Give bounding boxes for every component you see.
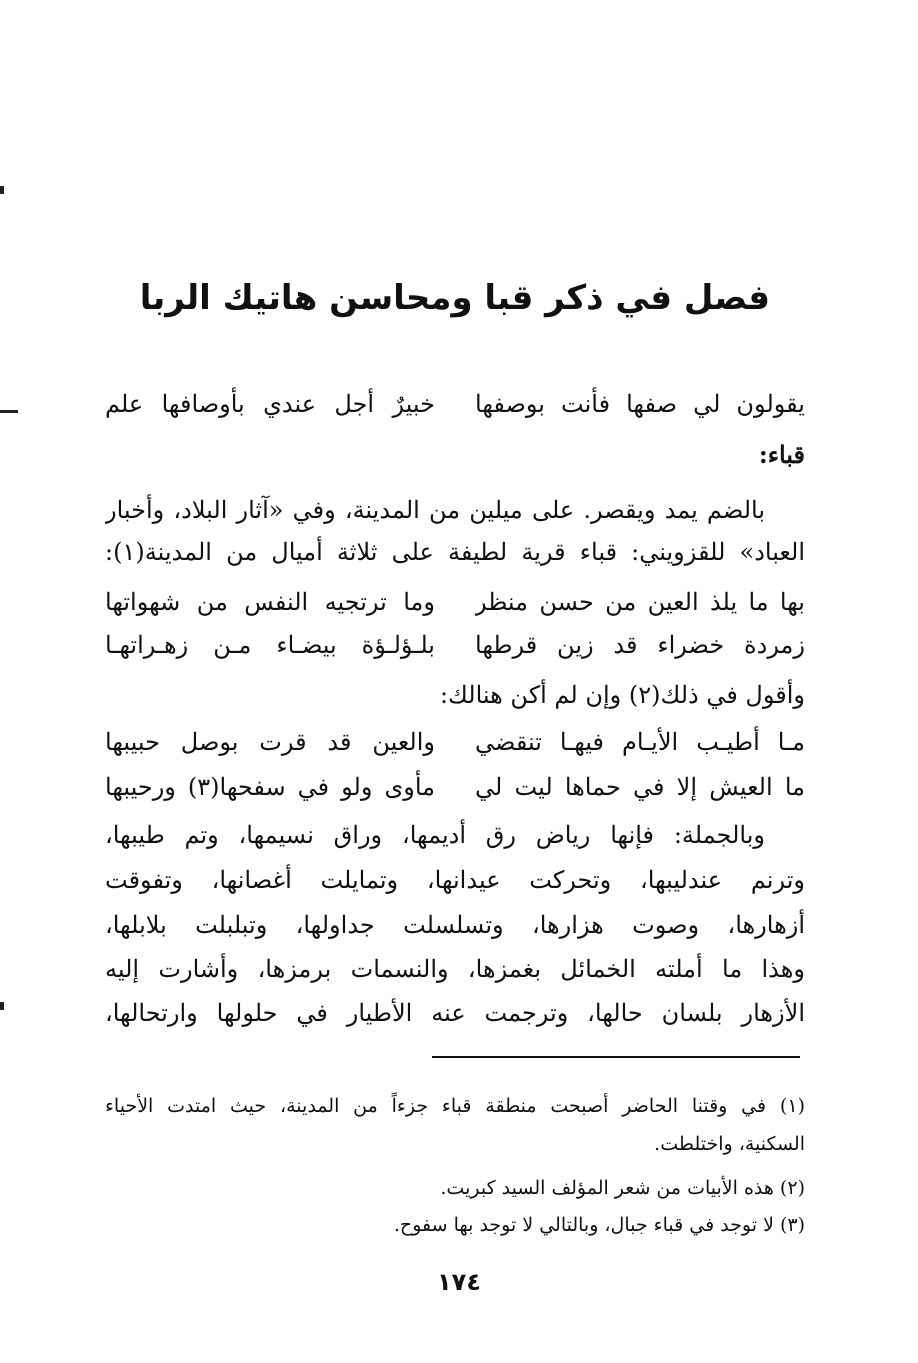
verse-line bbox=[105, 381, 805, 427]
verse-first-hemistich: مـا أطيـب الأيـام فيهـا تنقضي bbox=[475, 728, 805, 756]
chapter-title: فصل في ذكر قبا ومحاسن هاتيك الربا bbox=[139, 278, 770, 318]
verse-second-hemistich: والعين قد قرت بوصل حبيبها bbox=[105, 728, 435, 756]
verse-first-hemistich: بها ما يلذ العين من حسن منظر bbox=[475, 588, 805, 616]
verse-second-hemistich: مأوى ولو في سفحها(٣) ورحيبها bbox=[105, 773, 435, 801]
verse-first-hemistich: ما العيش إلا في حماها ليت لي bbox=[475, 773, 805, 801]
verse-line bbox=[105, 719, 805, 765]
footnote-1: (١) في وقتنا الحاضر أصبحت منطقة قباء جزءاً من المدينة، حيث امتدت الأحياء bbox=[105, 1095, 805, 1117]
paragraph-line: الأزهار بلسان حالها، وترجمت عنه الأطيار في حلولها وارتحالها، bbox=[105, 999, 805, 1027]
footnote-divider bbox=[432, 1056, 800, 1058]
footnote-3: (٣) لا توجد في قباء جبال، وبالتالي لا توجد بها سفوح. bbox=[393, 1214, 805, 1236]
verse-second-hemistich: خبيرٌ أجل عندي بأوصافها علم bbox=[105, 390, 435, 418]
verse-line bbox=[105, 622, 805, 668]
paragraph-line: وبالجملة: فإنها رياض رق أديمها، وراق نسيمها، وتم طيبها، bbox=[105, 821, 765, 849]
verse-line bbox=[105, 579, 805, 625]
verse-second-hemistich: وما ترتجيه النفس من شهواتها bbox=[105, 588, 435, 616]
verse-first-hemistich: يقولون لي صفها فأنت بوصفها bbox=[475, 390, 805, 418]
verse-second-hemistich: بلـؤلـؤة بيضـاء مـن زهـراتهـا bbox=[105, 631, 435, 659]
paragraph-line: بالضم يمد ويقصر. على ميلين من المدينة، وفي «آثار البلاد، وأخبار bbox=[105, 496, 765, 524]
paragraph-line: العباد» للقزويني: قباء قرية لطيفة على ثلاثة أميال من المدينة(١): bbox=[105, 538, 805, 566]
page-number: ١٧٤ bbox=[437, 1268, 481, 1296]
paragraph-line: أزهارها، وصوت هزارها، وتسلسلت جداولها، وتبلبلت بلابلها، bbox=[105, 911, 805, 939]
verse-line bbox=[105, 764, 805, 810]
scan-margin-mark bbox=[0, 410, 18, 413]
footnote-1-continuation: السكنية، واختلطت. bbox=[654, 1133, 805, 1155]
footnote-2: (٢) هذه الأبيات من شعر المؤلف السيد كبريت. bbox=[440, 1177, 805, 1199]
paragraph-line: وترنم عندليبها، وتحركت عيدانها، وتمايلت أغصانها، وتفوقت bbox=[105, 866, 805, 894]
scan-margin-mark bbox=[0, 1002, 4, 1010]
scan-margin-mark bbox=[0, 186, 4, 194]
section-heading-quba: قباء: bbox=[758, 440, 805, 469]
verse-intro-line: وأقول في ذلك(٢) وإن لم أكن هنالك: bbox=[439, 681, 805, 709]
paragraph-line: وهذا ما أملته الخمائل بغمزها، والنسمات برمزها، وأشارت إليه bbox=[105, 955, 805, 983]
verse-first-hemistich: زمردة خضراء قد زين قرطها bbox=[475, 631, 805, 659]
